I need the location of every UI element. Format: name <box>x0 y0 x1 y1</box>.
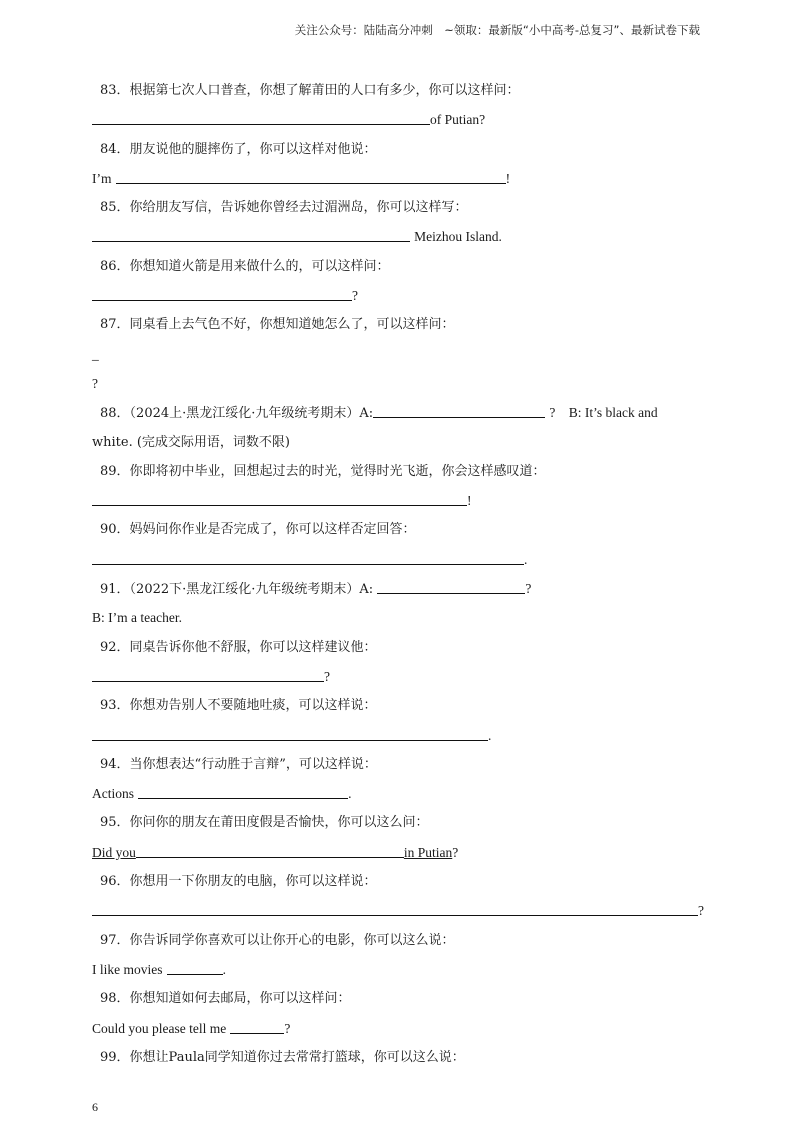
answer-blank[interactable] <box>92 726 488 741</box>
question-84-prompt: 84．朋友说他的腿摔伤了，你可以这样对他说： <box>100 141 377 157</box>
question-92-answer: ? <box>92 662 732 691</box>
answer-blank[interactable] <box>116 169 506 184</box>
answer-blank[interactable] <box>92 286 352 301</box>
question-95-answer: Did you in Putian? <box>92 844 459 860</box>
answer-blank[interactable] <box>230 1019 284 1034</box>
question-87-dash: _ <box>92 346 99 362</box>
question-85-answer: Meizhou Island. <box>92 222 732 251</box>
question-91: 91．（2022下·黑龙江绥化·九年级统考期末）A: ? <box>100 581 532 598</box>
question-88-continuation: white. (完成交际用语，词数不限) <box>92 434 290 450</box>
question-86-answer: ? <box>92 281 732 310</box>
answer-blank[interactable] <box>92 667 324 682</box>
answer-blank[interactable] <box>92 901 698 916</box>
question-83-answer: of Putian? <box>92 105 732 134</box>
question-91-continuation: B: I’m a teacher. <box>92 610 182 626</box>
answer-blank[interactable] <box>373 403 545 418</box>
answer-blank[interactable] <box>92 550 524 565</box>
question-89-answer: ! <box>92 486 732 515</box>
exercise-list <box>92 76 732 1072</box>
question-85-prompt: 85．你给朋友写信，告诉她你曾经去过湄洲岛，你可以这样写： <box>100 200 468 216</box>
question-97-answer: I like movies . <box>92 961 227 977</box>
question-93-answer: . <box>92 721 732 750</box>
question-98-answer: Could you please tell me ? <box>92 1020 291 1036</box>
question-96-prompt: 96．你想用一下你朋友的电脑，你可以这样说： <box>100 874 377 890</box>
answer-blank[interactable] <box>92 227 410 242</box>
question-87-prompt: 87．同桌看上去气色不好，你想知道她怎么了，可以这样问： <box>100 317 455 333</box>
question-89-prompt: 89．你即将初中毕业，回想起过去的时光，觉得时光飞逝，你会这样感叹道： <box>100 463 546 479</box>
question-90-prompt: 90．妈妈问你作业是否完成了，你可以这样否定回答： <box>100 522 416 538</box>
question-86-prompt: 86．你想知道火箭是用来做什么的，可以这样问： <box>100 258 390 274</box>
question-94-answer: Actions . <box>92 786 352 802</box>
question-88: 88．（2024上·黑龙江绥化·九年级统考期末）A: ? B: It’s black and <box>100 405 658 422</box>
question-96-answer: ? <box>92 896 732 925</box>
question-83-prompt: 83．根据第七次人口普查，你想了解莆田的人口有多少，你可以这样问： <box>100 83 520 98</box>
question-87-answer: ? <box>92 375 98 391</box>
answer-blank[interactable] <box>167 960 223 975</box>
page-header: 关注公众号：陆陆高分冲刺 ~领取：最新版“小中高考-总复习”、最新试卷下载 <box>294 23 700 37</box>
answer-blank[interactable] <box>92 491 467 506</box>
question-95-prompt: 95．你问你的朋友在莆田度假是否愉快，你可以这么问： <box>100 815 429 831</box>
question-90-answer: . <box>92 545 732 574</box>
question-92-prompt: 92．同桌告诉你他不舒服，你可以这样建议他： <box>100 639 377 655</box>
question-84-answer: I’m ! <box>92 170 511 186</box>
answer-blank[interactable] <box>136 843 404 858</box>
question-97-prompt: 97．你告诉同学你喜欢可以让你开心的电影，你可以这么说： <box>100 932 455 948</box>
question-99-prompt: 99．你想让Paula同学知道你过去常常打篮球，你可以这么说： <box>100 1049 465 1065</box>
answer-blank[interactable] <box>377 579 525 594</box>
question-93-prompt: 93．你想劝告别人不要随地吐痰，可以这样说： <box>100 698 377 714</box>
page-number: 6 <box>92 1100 98 1114</box>
question-98-prompt: 98．你想知道如何去邮局，你可以这样问： <box>100 991 351 1007</box>
question-94-prompt: 94．当你想表达“行动胜于言辩”，可以这样说： <box>100 756 377 772</box>
answer-blank[interactable] <box>138 784 348 799</box>
answer-blank[interactable] <box>92 110 430 125</box>
